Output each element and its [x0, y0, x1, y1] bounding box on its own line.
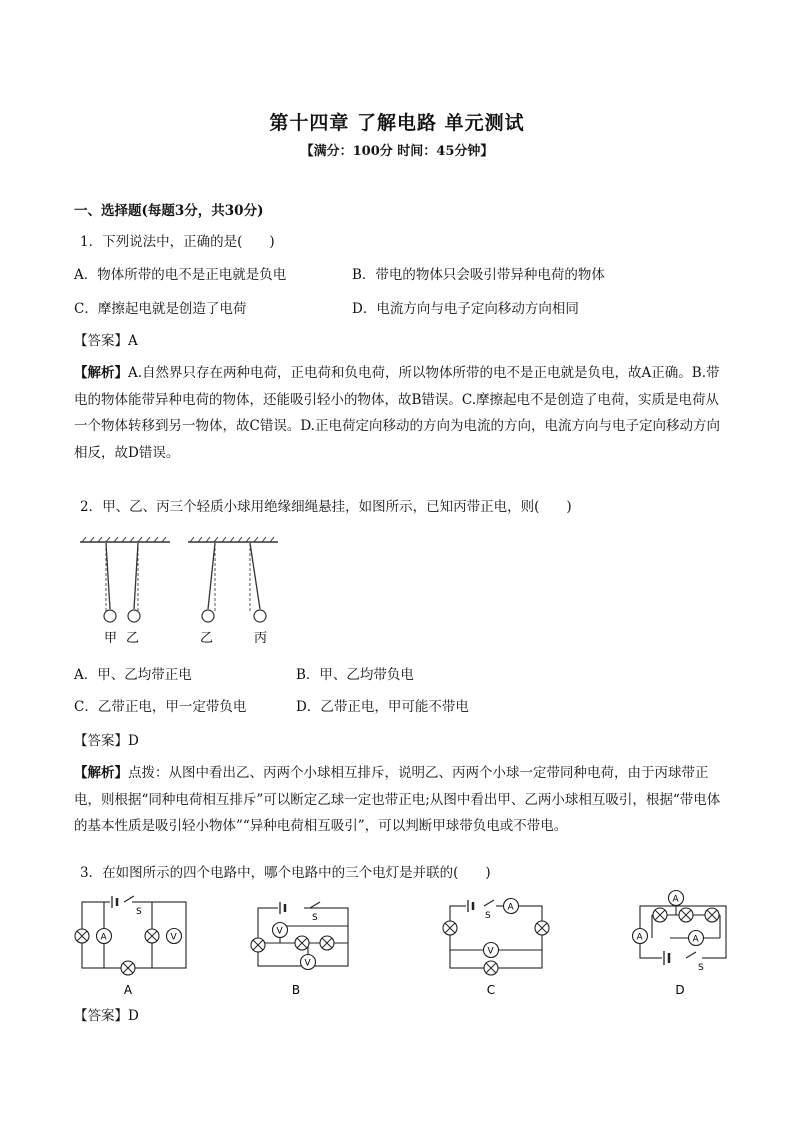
label-jia: 甲: [104, 631, 118, 646]
circuit-d-ammeter3-label: A: [692, 934, 699, 945]
q3-circuits-figure: [70, 888, 740, 1000]
thread-jia: [106, 543, 110, 609]
circuit-a-voltmeter-label: V: [170, 932, 177, 943]
circuit-b-switch-label: S: [312, 913, 318, 923]
circuit-d-label: D: [675, 983, 685, 997]
circuit-c-label: C: [486, 983, 496, 997]
page-title: 第十四章 了解电路 单元测试: [269, 112, 525, 134]
ball-bing: [254, 610, 266, 622]
q2-stem: 2．甲、乙、丙三个轻质小球用绝缘细绳悬挂，如图所示，已知丙带正电，则( ): [80, 499, 572, 515]
q3-answer: 【答案】D: [74, 1008, 139, 1024]
circuit-d-ammeter1-label: A: [672, 894, 679, 905]
page-subtitle: 【满分：100分 时间：45分钟】: [300, 144, 494, 159]
label-yi-left: 乙: [126, 631, 140, 646]
q2-option-b: B．甲、乙均带负电: [296, 667, 414, 683]
q1-analysis-label: 【解析】: [74, 365, 128, 381]
q2-option-d: D．乙带正电，甲可能不带电: [296, 699, 469, 715]
q1-option-a: A．物体所带的电不是正电就是负电: [74, 267, 287, 283]
circuit-c-ammeter-label: A: [507, 902, 514, 913]
q1-answer: 【答案】A: [74, 333, 138, 349]
label-bing: 丙: [254, 631, 268, 646]
circuit-d-switch-label: S: [698, 963, 704, 973]
q2-option-a: A．甲、乙均带正电: [74, 667, 192, 683]
label-yi-right: 乙: [200, 631, 214, 646]
circuit-c-voltmeter-label: V: [487, 946, 494, 957]
thread-yi-left: [134, 543, 138, 609]
q1-stem: 1．下列说法中，正确的是( ): [80, 234, 275, 250]
circuit-d-ammeter2-label: A: [636, 932, 643, 943]
q1-option-d: D．电流方向与电子定向移动方向相同: [352, 301, 579, 317]
q2-option-c: C．乙带正电，甲一定带负电: [74, 699, 247, 715]
q1-analysis: [74, 360, 724, 466]
circuit-b-voltmeter1-label: V: [276, 926, 283, 937]
circuit-b-voltmeter2-label: V: [304, 958, 311, 969]
circuit-a-switch-label: S: [136, 907, 142, 917]
thread-yi-right: [208, 543, 215, 609]
q2-analysis-text: 点拨：从图中看出乙、丙两个小球相互排斥，说明乙、丙两个小球一定带同种电荷，由于丙球带正电，则根据“同种电荷相互排斥”可以断定乙球一定也带正电;从图中看出甲、乙两小球相互吸引，根据“带电体的基本性质是吸引轻小物体”“异种电荷相互吸引”，可以判断甲球带负电或不带电。: [74, 765, 721, 834]
circuit-c-switch-label: S: [485, 911, 491, 921]
q1-option-b: B．带电的物体只会吸引带异种电荷的物体: [352, 267, 605, 283]
q2-analysis: [74, 760, 724, 840]
q2-pendulum-figure: [70, 532, 310, 650]
thread-bing: [250, 543, 260, 609]
ball-jia: [104, 610, 116, 622]
q1-analysis-text: A.自然界只存在两种电荷，正电荷和负电荷，所以物体所带的电不是正电就是负电，故A正确。B.带电的物体能带异种电荷的物体，还能吸引轻小的物体，故B错误。C.摩擦起电不是创造了电荷，实质是电荷从一个物体转移到另一物体，故C错误。D.正电荷定向移动的方向为电流的方向，电流方向与电子定向移动方向相反，故D错误。: [74, 365, 720, 461]
ball-yi-right: [202, 610, 214, 622]
q2-analysis-label: 【解析】: [74, 765, 128, 781]
circuit-c: [450, 906, 542, 968]
ball-yi-left: [128, 610, 140, 622]
circuit-a-label: A: [123, 983, 133, 997]
ceiling-right: [188, 537, 278, 542]
q3-stem: 3．在如图所示的四个电路中，哪个电路中的三个电灯是并联的( ): [80, 865, 491, 881]
section-heading: 一、选择题(每题3分，共30分): [74, 203, 264, 219]
q2-answer: 【答案】D: [74, 733, 139, 749]
q1-option-c: C．摩擦起电就是创造了电荷: [74, 301, 247, 317]
circuit-a-ammeter-label: A: [100, 932, 107, 943]
circuit-b-label: B: [291, 983, 301, 997]
ceiling-left: [80, 537, 170, 542]
